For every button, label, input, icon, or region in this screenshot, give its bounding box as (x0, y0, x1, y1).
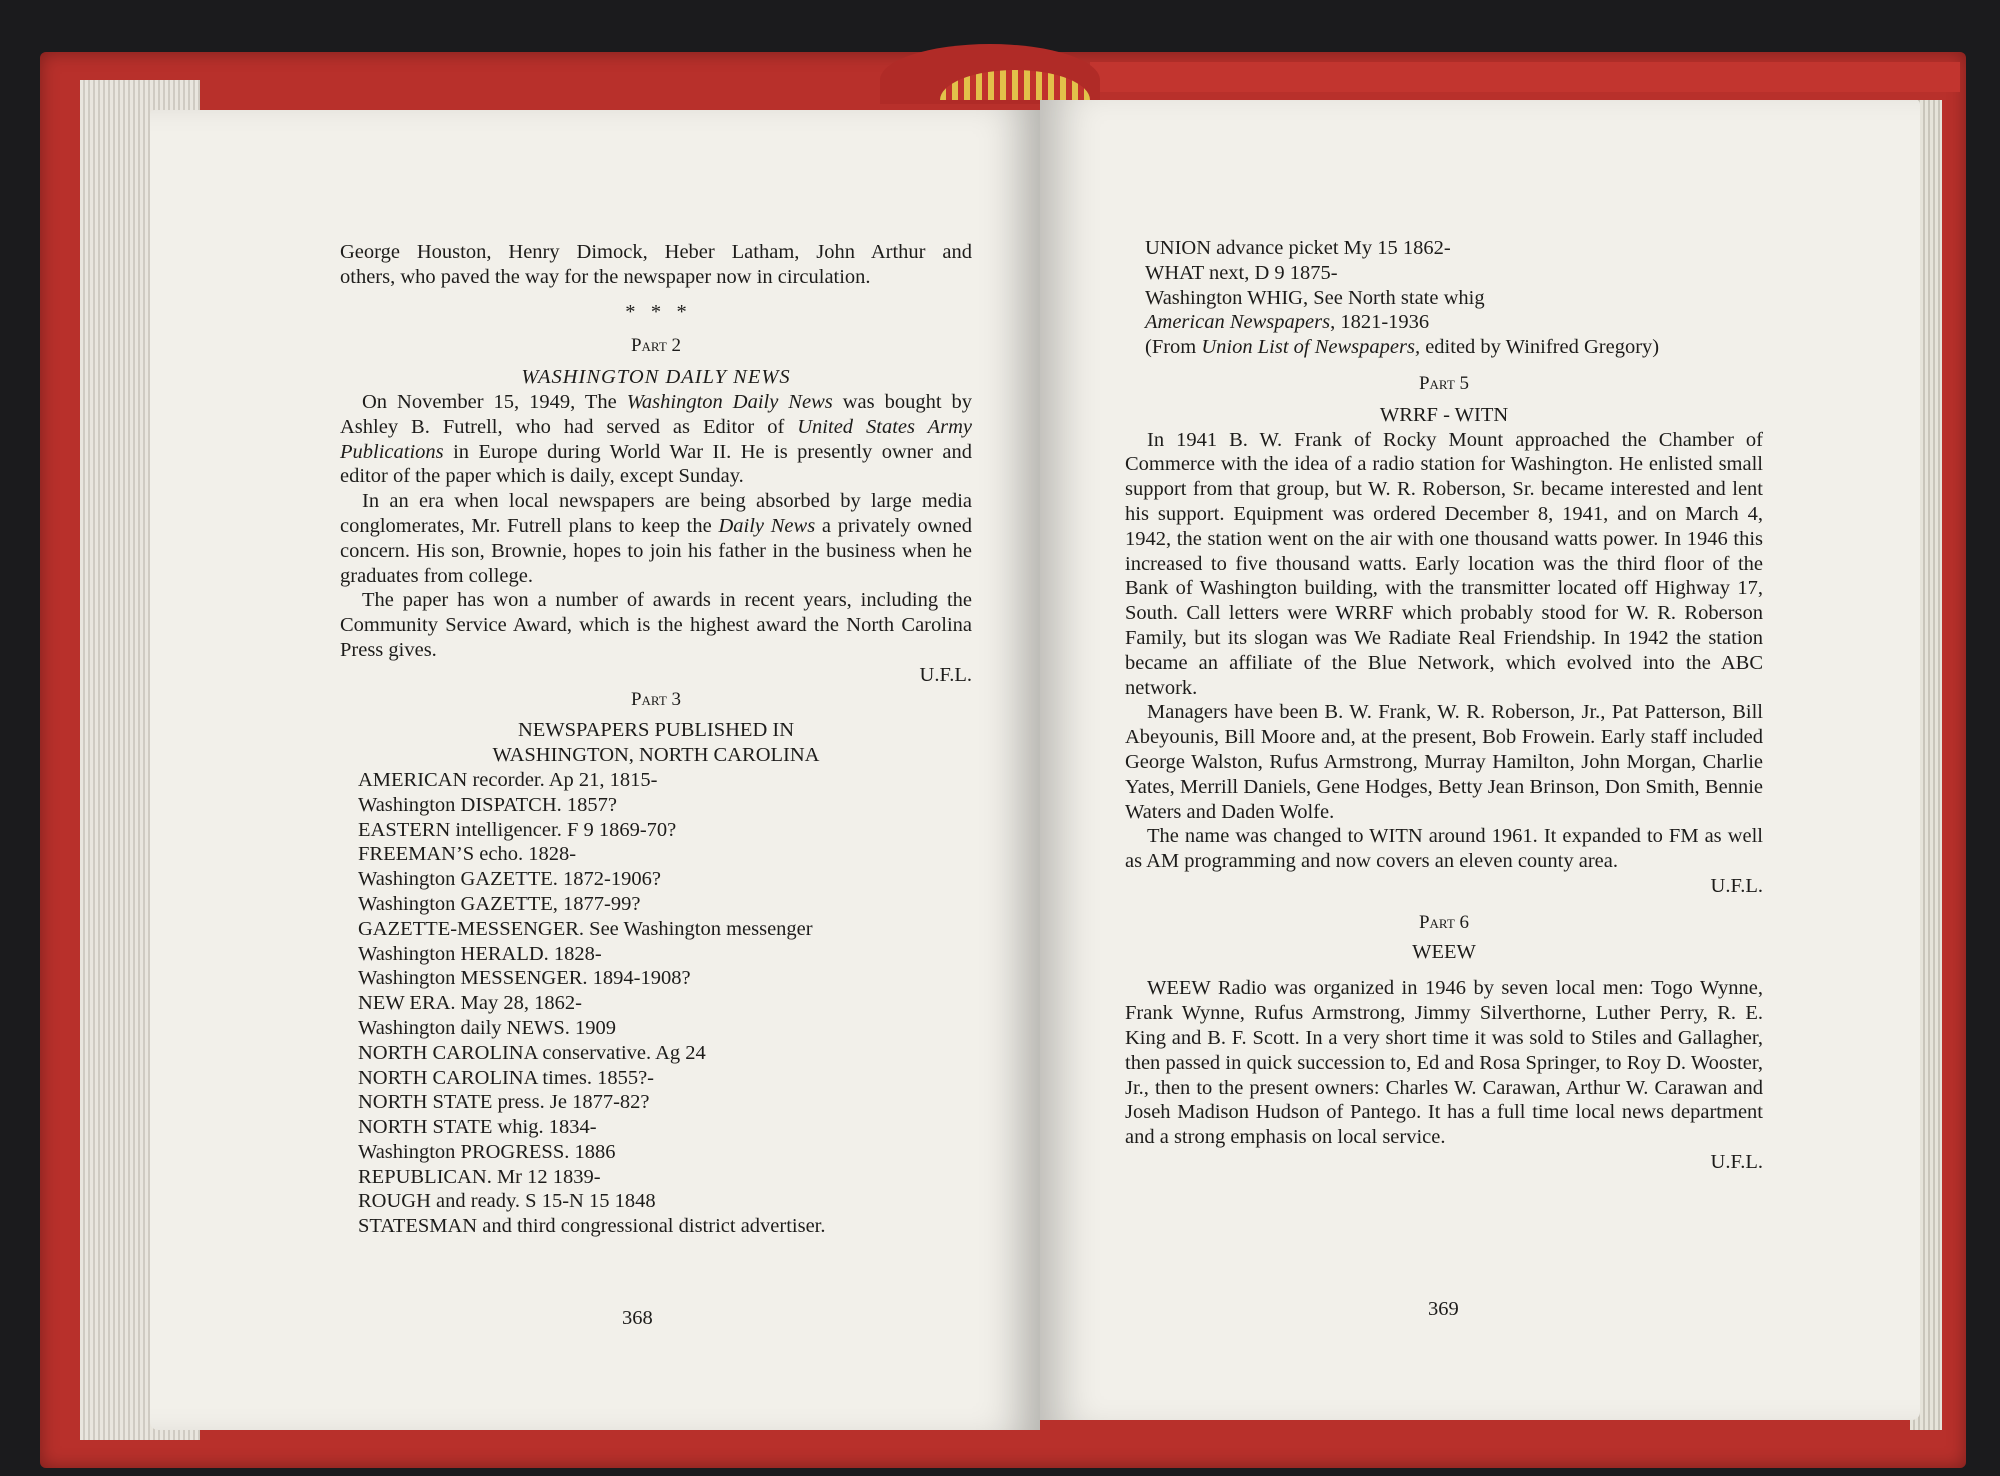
page-number-left: 368 (622, 1307, 653, 1329)
section-divider: * * * (625, 300, 687, 323)
book-cover-top-edge (1090, 62, 1960, 92)
list-item: Washington daily NEWS. 1909 (358, 1016, 616, 1039)
part3-label: Part 3 (630, 688, 682, 710)
list-item: REPUBLICAN. Mr 12 1839- (358, 1165, 601, 1188)
list-item: FREEMAN’S echo. 1828- (358, 843, 577, 866)
part3-title-line1: NEWSPAPERS PUBLISHED IN (517, 719, 795, 742)
left-page-text (340, 240, 972, 1239)
list-item: Washington WHIG, See North state whig (1145, 286, 1485, 309)
list-item: ROUGH and ready. S 15-N 15 1848 (358, 1190, 656, 1213)
intro-line-2: others, who paved the way for the newspaper now in circulation. (340, 265, 871, 288)
part5-para1: In 1941 B. W. Frank of Rocky Mount approached the Chamber of Commerce with the idea of a radio station for Washington. He enlisted small support from that group, but W. R. Roberson, Sr. became interested and lent his support. Equipment was ordered December 8, 1941, and on March 4, 1942, the station went on the air with one thousand watts power. In 1946 this increased to five thousand watts. Early location was the third floor of the Bank of Washington building, with the transmitter located off Highway 17, South. Call letters were WRRF which probably stood for W. R. Roberson Family, but its slogan was We Radiate Real Friendship. In 1942 the station became an affiliate of the Blue Network, which evolved into the ABC network. (1125, 428, 1763, 699)
list-item: Washington GAZETTE. 1872-1906? (358, 868, 661, 891)
source-credit: (From Union List of Newspapers, edited by Winifred Gregory) (1145, 336, 1660, 359)
list-item: UNION advance picket My 15 1862- (1145, 237, 1451, 259)
part6-label: Part 6 (1418, 911, 1470, 933)
list-item: AMERICAN recorder. Ap 21, 1815- (358, 768, 658, 791)
list-item: NORTH CAROLINA conservative. Ag 24 (358, 1041, 706, 1064)
part6-title: WEEW (1412, 940, 1476, 963)
part2-para3: The paper has won a number of awards in recent years, including the Community Service Award, which is the highest award the North Carolina Press gives. (340, 589, 972, 661)
list-item: EASTERN intelligencer. F 9 1869-70? (358, 818, 677, 841)
list-item: Washington MESSENGER. 1894-1908? (358, 967, 691, 990)
part6-signature: U.F.L. (1710, 1150, 1763, 1173)
intro-line-1: George Houston, Henry Dimock, Heber Latham, John Arthur and (340, 241, 972, 263)
part5-title: WRRF - WITN (1379, 403, 1509, 426)
list-item: Washington HERALD. 1828- (358, 942, 602, 965)
part5-para2: Managers have been B. W. Frank, W. R. Roberson, Jr., Pat Patterson, Bill Abeyounis, Bill Moore and, at the present, Bob Frowein. Early staff included George Walston, Rufus Armstrong, Murray Hamilton, John Morgan, Charlie Yates, Merrill Daniels, Gene Hodges, Betty Jean Brinson, Don Smith, Bennie Waters and Daden Wolfe. (1125, 701, 1763, 823)
part5-signature: U.F.L. (1710, 874, 1763, 897)
list-item: NORTH STATE press. Je 1877-82? (358, 1091, 650, 1114)
source-title: American Newspapers, 1821-1936 (1145, 311, 1430, 334)
newspaper-list (340, 768, 972, 1239)
part2-label: Part 2 (630, 335, 682, 357)
list-item: NEW ERA. May 28, 1862- (358, 992, 582, 1015)
right-page-text (1125, 236, 1763, 1175)
part3-title-line2: WASHINGTON, NORTH CAROLINA (492, 744, 820, 767)
part2-para2: In an era when local newspapers are being absorbed by large media conglomerates, Mr. Futrell plans to keep the Daily News a privately owned concern. His son, Brownie, hopes to join his father in the business when he graduates from college. (340, 490, 972, 587)
part2-title: WASHINGTON DAILY NEWS (521, 366, 791, 389)
part5-para3: The name was changed to WITN around 1961. It expanded to FM as well as AM programming and now covers an eleven county area. (1125, 825, 1763, 873)
list-item: NORTH STATE whig. 1834- (358, 1116, 597, 1139)
page-number-right: 369 (1428, 1298, 1459, 1320)
part5-label: Part 5 (1418, 372, 1470, 394)
list-item: Washington GAZETTE, 1877-99? (358, 892, 641, 915)
part2-signature: U.F.L. (919, 663, 972, 686)
list-item: GAZETTE-MESSENGER. See Washington messenger (358, 917, 813, 940)
part2-para1: On November 15, 1949, The Washington Daily News was bought by Ashley B. Futrell, who had served as Editor of United States Army Publications in Europe during World War II. He is presently owner and editor of the paper which is daily, except Sunday. (340, 390, 972, 488)
list-item: NORTH CAROLINA times. 1855?- (358, 1066, 654, 1089)
list-item: WHAT next, D 9 1875- (1145, 261, 1338, 284)
list-item: Washington PROGRESS. 1886 (358, 1140, 616, 1163)
list-item: STATESMAN and third congressional district advertiser. (358, 1215, 826, 1238)
list-item: Washington DISPATCH. 1857? (358, 793, 617, 816)
part6-para1: WEEW Radio was organized in 1946 by seven local men: Togo Wynne, Frank Wynne, Rufus Armstrong, Jimmy Silverthorne, Luther Perry, R. E. King and B. F. Scott. In a very short time it was sold to Stiles and Gallagher, then passed in quick succession to, Ed and Rosa Springer, to Roy D. Wooster, Jr., then to the present owners: Charles W. Carawan, Arthur W. Carawan and Joseh Madison Hudson of Pantego. It has a full time local news department and a strong emphasis on local service. (1125, 977, 1763, 1149)
